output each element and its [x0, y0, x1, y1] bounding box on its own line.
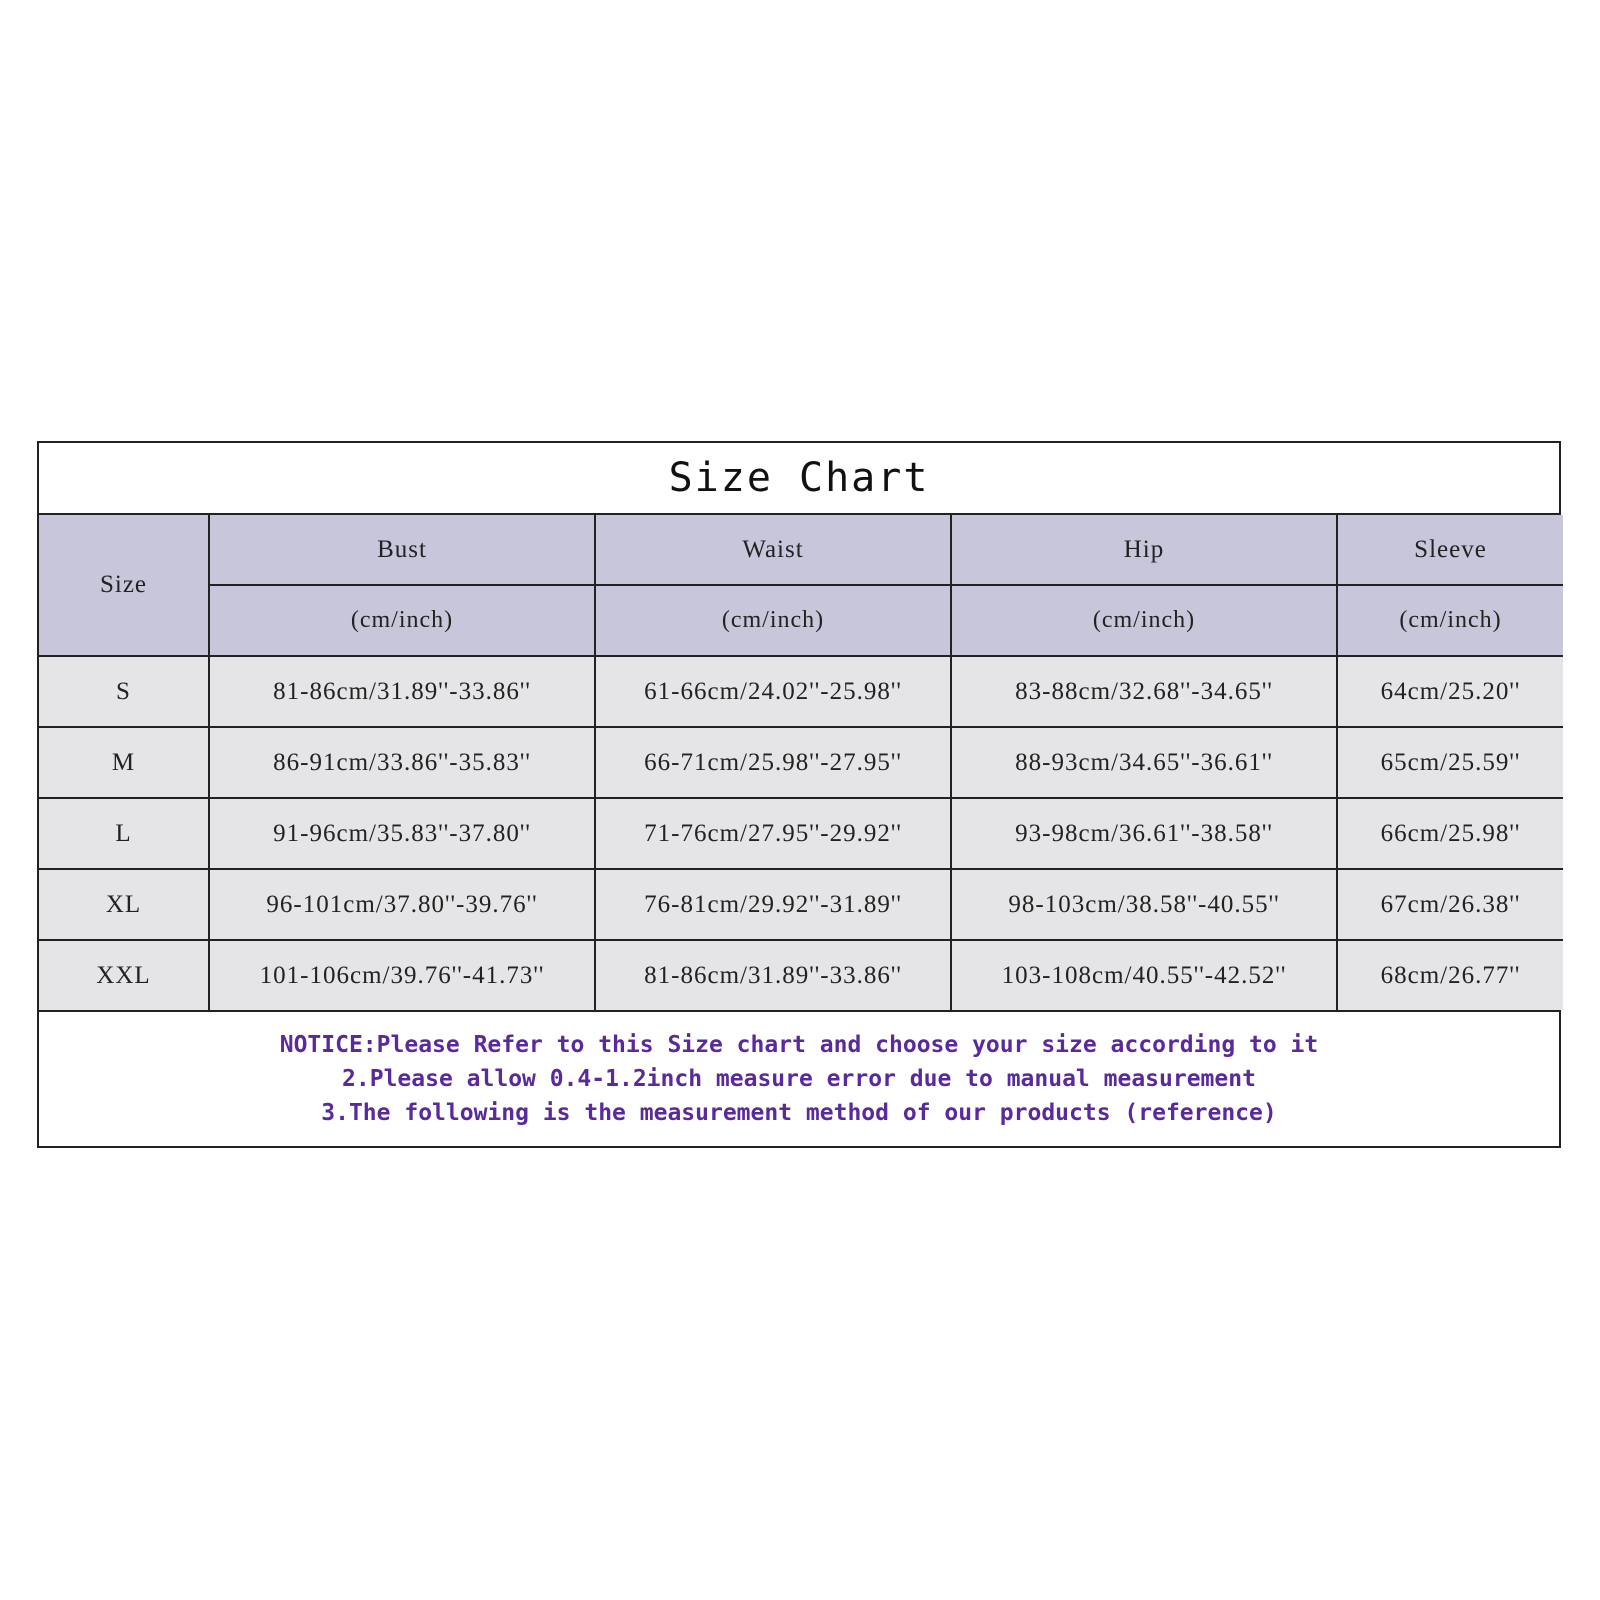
sleeve-header: Sleeve: [1337, 515, 1563, 585]
hip-cell: 103-108cm/40.55''-42.52'': [951, 940, 1337, 1010]
bust-cell: 91-96cm/35.83''-37.80'': [209, 798, 595, 869]
bust-unit: (cm/inch): [209, 585, 595, 656]
notice-line: 2.Please allow 0.4-1.2inch measure error due to manual measurement: [342, 1066, 1256, 1092]
waist-cell: 66-71cm/25.98''-27.95'': [595, 727, 951, 798]
size-cell: XXL: [39, 940, 209, 1010]
bust-cell: 101-106cm/39.76''-41.73'': [209, 940, 595, 1010]
table-row: [39, 798, 1563, 869]
sleeve-unit: (cm/inch): [1337, 585, 1563, 656]
sleeve-cell: 66cm/25.98'': [1337, 798, 1563, 869]
notice-line: 3.The following is the measurement method of our products (reference): [321, 1100, 1277, 1126]
table-row: [39, 727, 1563, 798]
sleeve-cell: 67cm/26.38'': [1337, 869, 1563, 940]
table-row: [39, 869, 1563, 940]
waist-header: Waist: [595, 515, 951, 585]
size-cell: L: [39, 798, 209, 869]
chart-title: Size Chart: [39, 443, 1559, 515]
size-cell: S: [39, 656, 209, 727]
sleeve-cell: 65cm/25.59'': [1337, 727, 1563, 798]
hip-unit: (cm/inch): [951, 585, 1337, 656]
table-row: [39, 940, 1563, 1010]
waist-cell: 71-76cm/27.95''-29.92'': [595, 798, 951, 869]
notice-line: NOTICE:Please Refer to this Size chart and choose your size according to it: [279, 1032, 1319, 1058]
size-header: Size: [39, 515, 209, 656]
size-table: [39, 515, 1563, 1010]
bust-header: Bust: [209, 515, 595, 585]
hip-cell: 98-103cm/38.58''-40.55'': [951, 869, 1337, 940]
sleeve-cell: 64cm/25.20'': [1337, 656, 1563, 727]
notice-box: [39, 1010, 1559, 1146]
waist-unit: (cm/inch): [595, 585, 951, 656]
hip-cell: 93-98cm/36.61''-38.58'': [951, 798, 1337, 869]
size-chart: [37, 441, 1561, 1148]
bust-cell: 96-101cm/37.80''-39.76'': [209, 869, 595, 940]
sleeve-cell: 68cm/26.77'': [1337, 940, 1563, 1010]
unit-row: [39, 585, 1563, 656]
waist-cell: 61-66cm/24.02''-25.98'': [595, 656, 951, 727]
table-row: [39, 656, 1563, 727]
size-cell: XL: [39, 869, 209, 940]
header-row: [39, 515, 1563, 585]
bust-cell: 86-91cm/33.86''-35.83'': [209, 727, 595, 798]
bust-cell: 81-86cm/31.89''-33.86'': [209, 656, 595, 727]
waist-cell: 81-86cm/31.89''-33.86'': [595, 940, 951, 1010]
size-cell: M: [39, 727, 209, 798]
waist-cell: 76-81cm/29.92''-31.89'': [595, 869, 951, 940]
hip-cell: 88-93cm/34.65''-36.61'': [951, 727, 1337, 798]
hip-header: Hip: [951, 515, 1337, 585]
hip-cell: 83-88cm/32.68''-34.65'': [951, 656, 1337, 727]
